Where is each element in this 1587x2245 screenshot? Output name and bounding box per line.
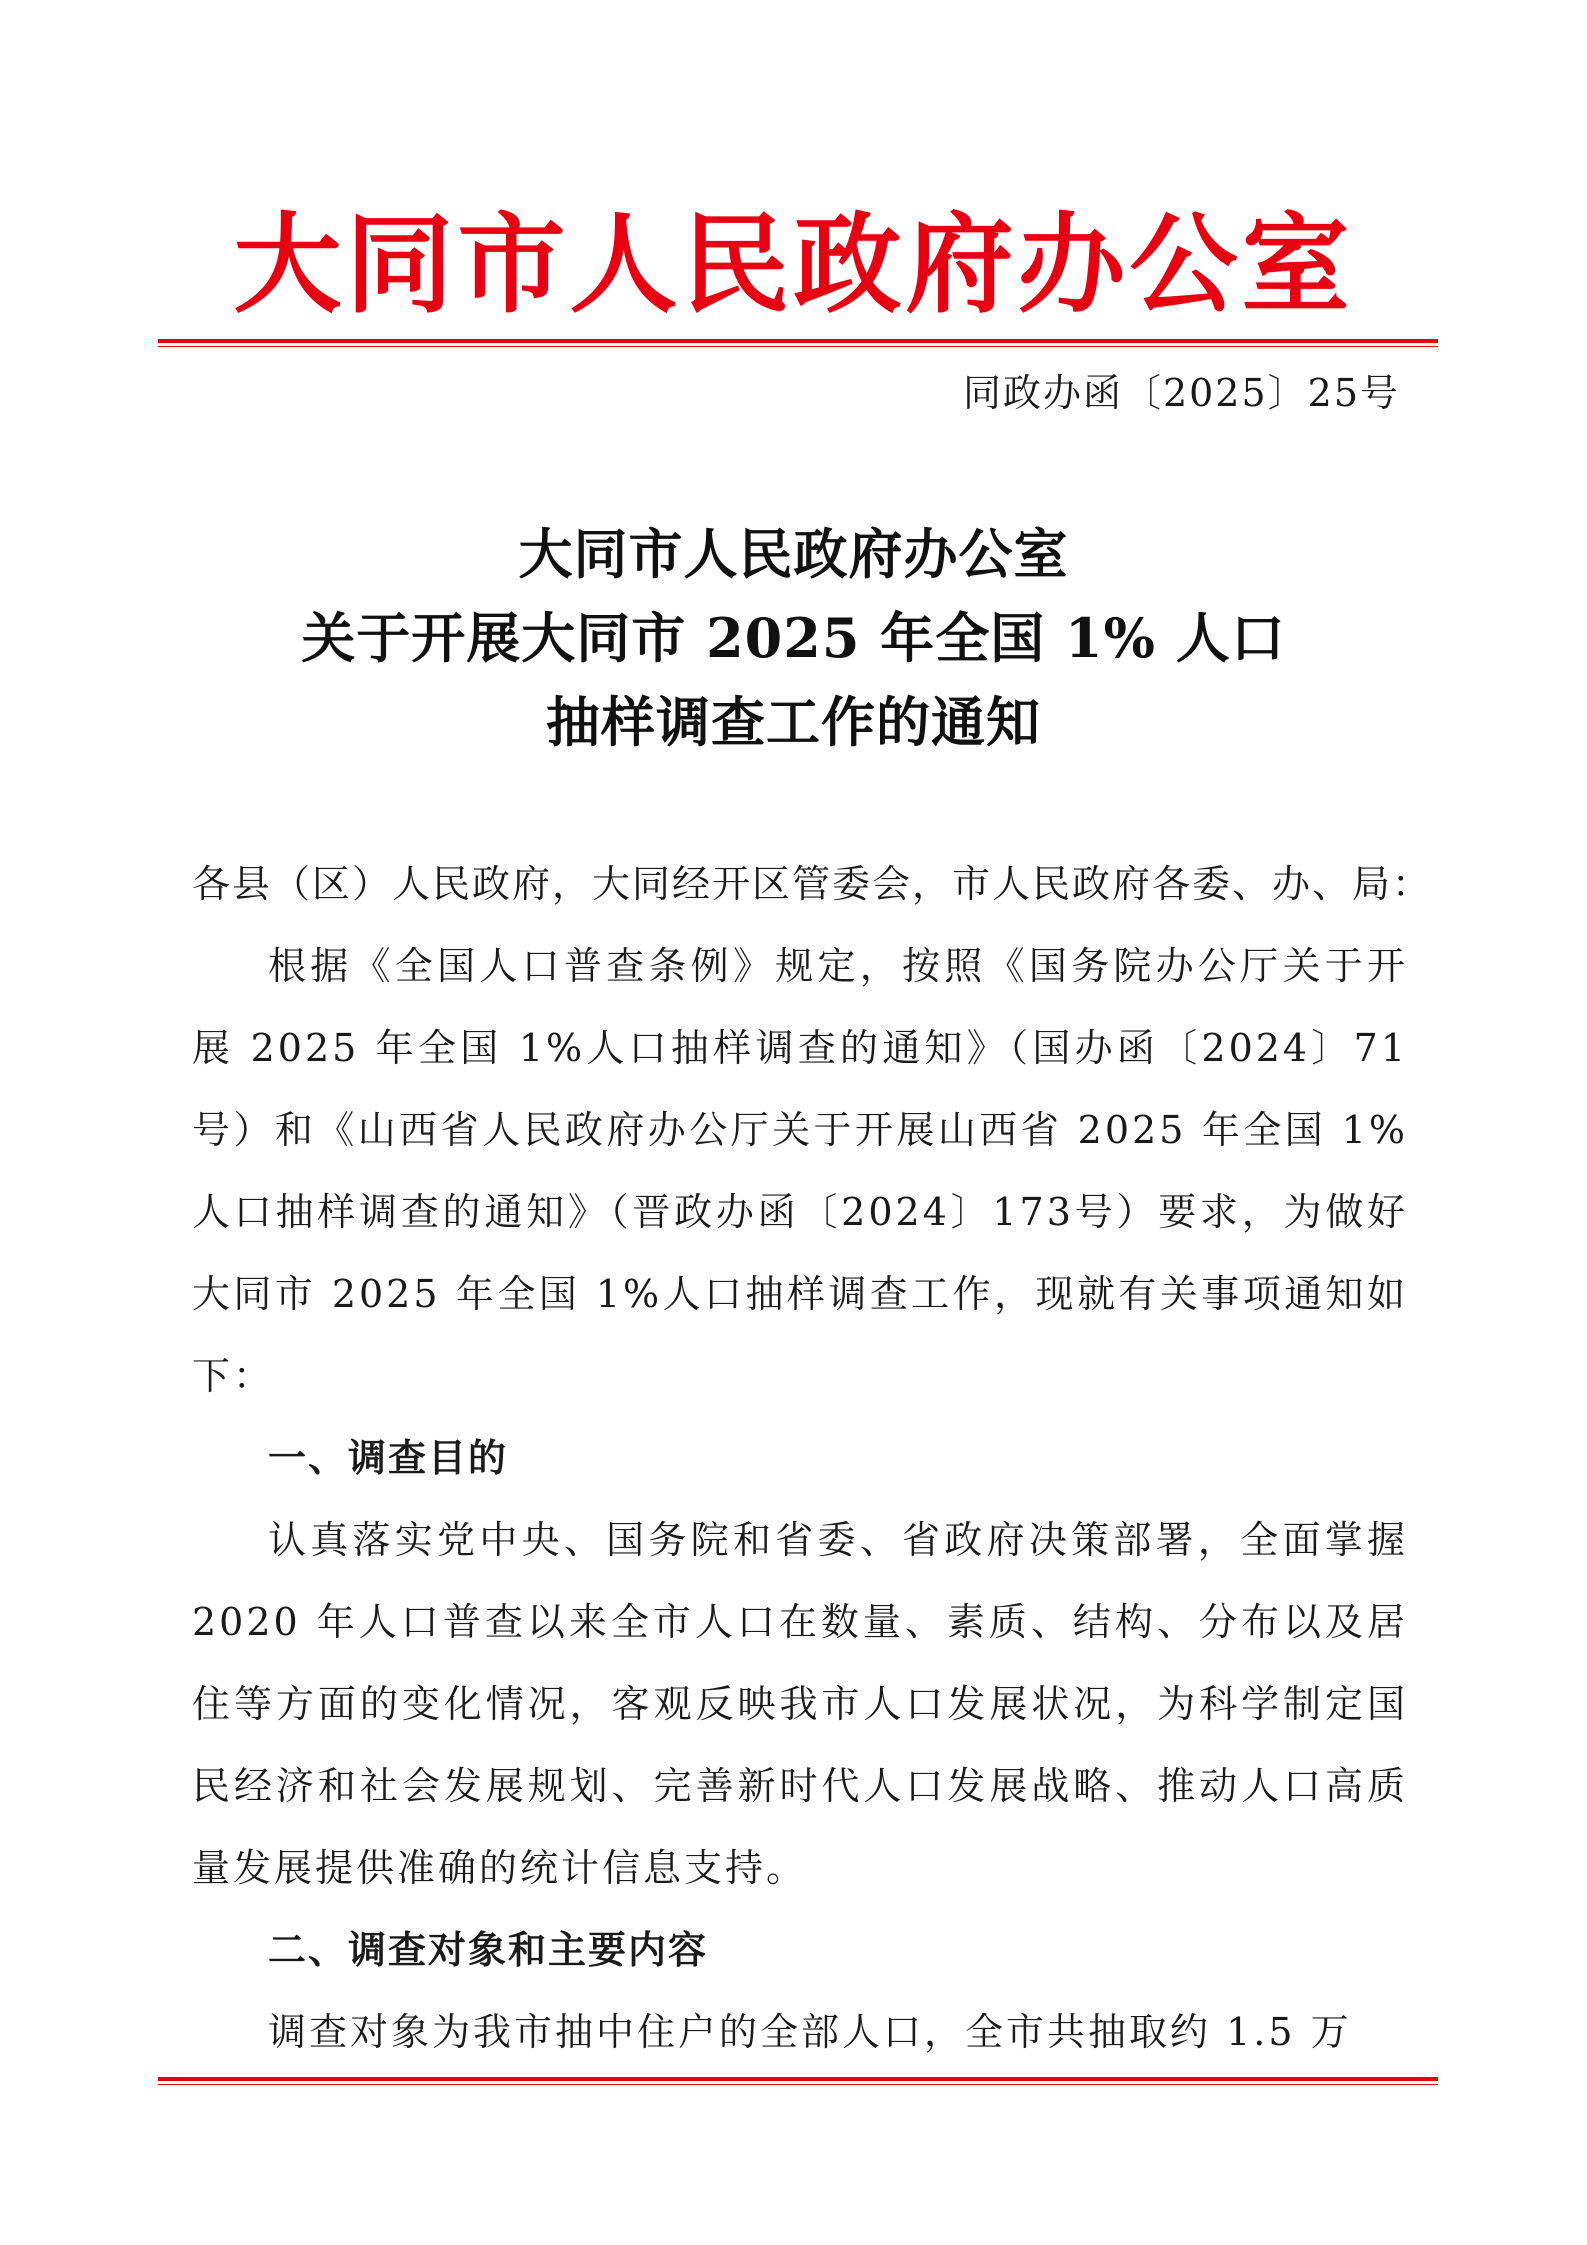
section-heading-scope: 二、调查对象和主要内容	[268, 1928, 709, 1972]
title-line: 抽样调查工作的通知	[546, 690, 1041, 754]
intro-paragraph: 根据《全国人口普查条例》规定，按照《国务院办公厅关于开展 2025 年全国 1%人口抽样调查的通知》（国办函〔2024〕71号）和《山西省人民政府办公厅关于开展山西省 2025 年全国 1%人口抽样调查的通知》（晋政办函〔2024〕173号）要求，为做好大同市 2025 年全国 1%人口抽样调查工作，现就有关事项通知如下：	[192, 944, 1408, 1398]
section-heading-purpose: 一、调查目的	[268, 1436, 509, 1480]
salutation: 各县（区）人民政府，大同经开区管委会，市人民政府各委、办、局：	[192, 862, 1433, 906]
section-paragraph-scope: 调查对象为我市抽中住户的全部人口，全市共抽取约 1.5 万	[268, 2010, 1352, 2054]
title-line: 大同市人民政府办公室	[518, 522, 1069, 586]
section-paragraph-purpose: 认真落实党中央、国务院和省委、省政府决策部署，全面掌握 2020 年人口普查以来全市人口在数量、素质、结构、分布以及居住等方面的变化情况，客观反映我市人口发展状况，为科学制定国民经济和社会发展规划、完善新时代人口发展战略、推动人口高质量发展提供准确的统计信息支持。	[192, 1518, 1408, 1890]
issuer-masthead: 大同市人民政府办公室	[233, 202, 1354, 328]
document-number: 同政办函〔2025〕25号	[962, 371, 1400, 415]
bottom-red-rule	[158, 2077, 1438, 2085]
top-red-rule	[158, 339, 1438, 347]
document-title	[150, 512, 1437, 764]
document-body	[192, 843, 1433, 2073]
title-line: 关于开展大同市 2025 年全国 1% 人口	[301, 606, 1286, 670]
